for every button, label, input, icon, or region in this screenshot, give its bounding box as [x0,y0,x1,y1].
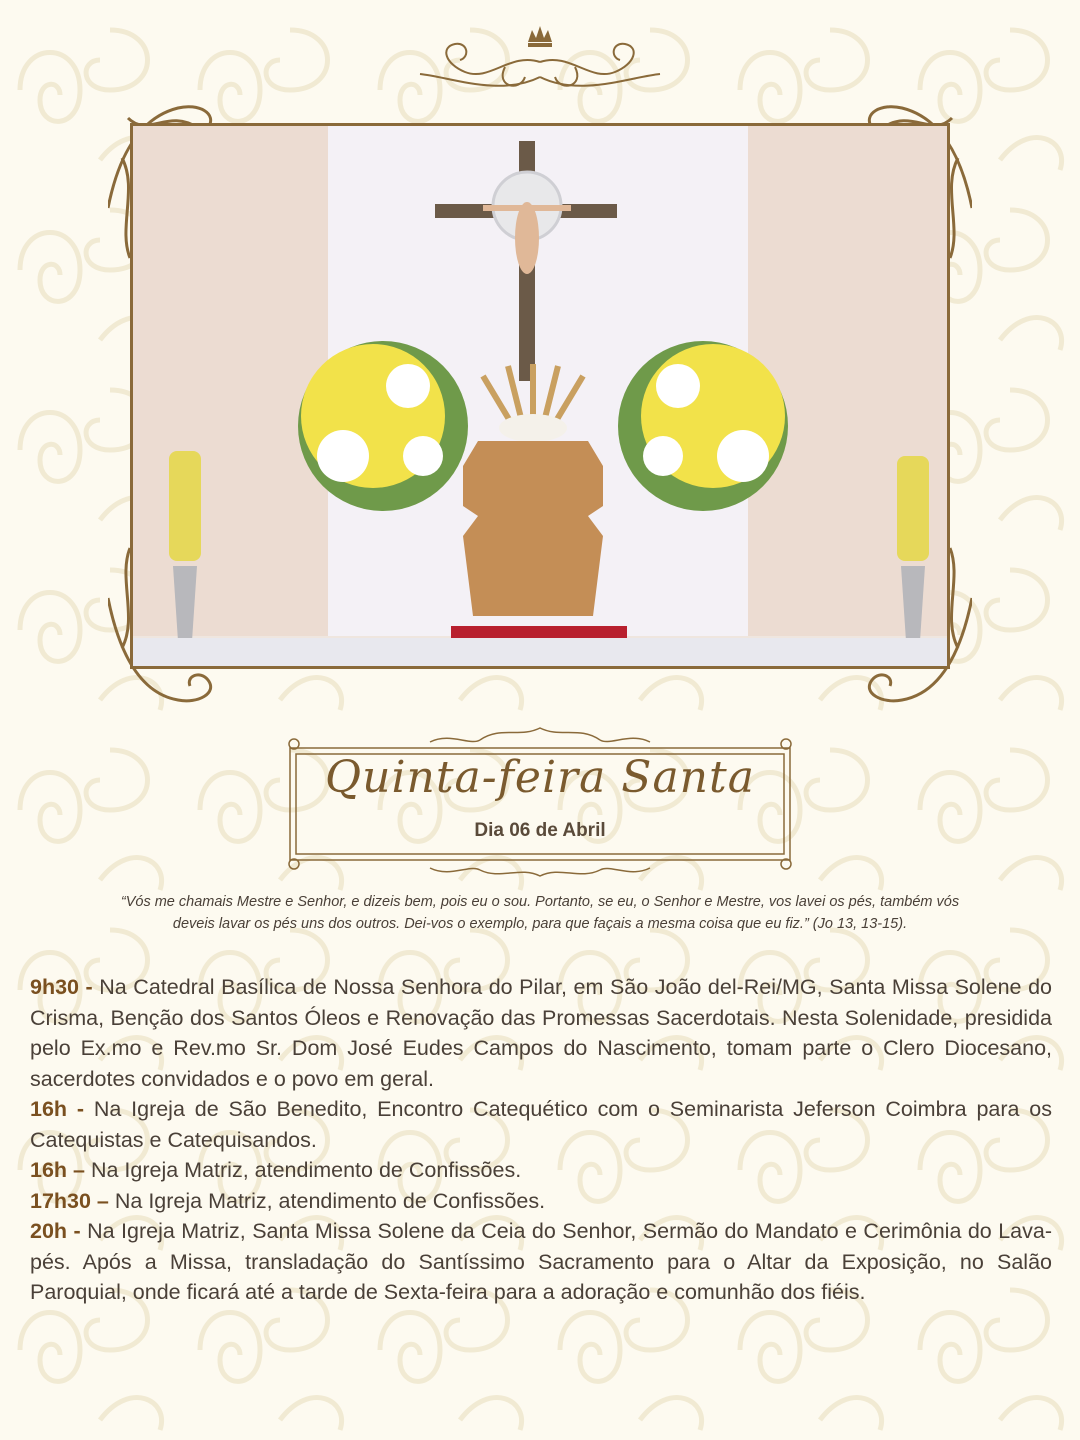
event-date: Dia 06 de Abril [474,820,606,841]
schedule-list [30,972,1052,1308]
entry-time: 9h30 - [30,975,100,999]
entry-text: Na Igreja Matriz, Santa Missa Solene da Ceia do Senhor, Sermão do Mandato e Cerimônia do Lava-pés. Após a Missa, transladação do Santíssimo Sacramento para o Altar da Exposição, no Salão Paroquial, onde ficará até a tarde de Sexta-feira para a adoração e comunhão dos fiéis. [30,1219,1052,1304]
schedule-entry [30,1094,1052,1155]
entry-time: 17h30 – [30,1188,115,1213]
schedule-entry [30,1186,1052,1217]
crown-icon [528,26,552,47]
bible-quote: “Vós me chamais Mestre e Senhor, e dizeis bem, pois eu o sou. Portanto, se eu, o Senhor e Mestre, vos lavei os pés, também vós deveis lavar os pés uns dos outros. Dei-vos o exemplo, para que façais a mesma coisa que eu fiz.” (Jo 13, 13-15). [120,894,960,932]
page-title: Quinta-feira Santa [325,752,755,803]
schedule-entry [30,1155,1052,1186]
entry-text: Na Catedral Basílica de Nossa Senhora do Pilar, em São João del-Rei/MG, Santa Missa Solene do Crisma, Benção dos Santos Óleos e Renovação das Promessas Sacerdotais. Nesta Solenidade, presidida pelo Ex.mo e Rev.mo Sr. Dom José Eudes Campos do Nascimento, tomam parte o Clero Diocesano, sacerdotes convidados e o povo em geral. [30,975,1052,1091]
entry-text: Na Igreja de São Benedito, Encontro Catequético com o Seminarista Jeferson Coimbra para os Catequistas e Catequisandos. [30,1097,1053,1152]
entry-time: 16h – [30,1158,91,1182]
schedule-entry [30,1216,1052,1308]
entry-time: 20h - [30,1219,88,1243]
entry-text: Na Igreja Matriz, atendimento de Confissões. [114,1188,546,1213]
altar-photo [130,123,950,669]
entry-text: Na Igreja Matriz, atendimento de Confissões. [90,1158,522,1182]
schedule-entry [30,972,1052,1094]
entry-time: 16h - [30,1097,94,1121]
